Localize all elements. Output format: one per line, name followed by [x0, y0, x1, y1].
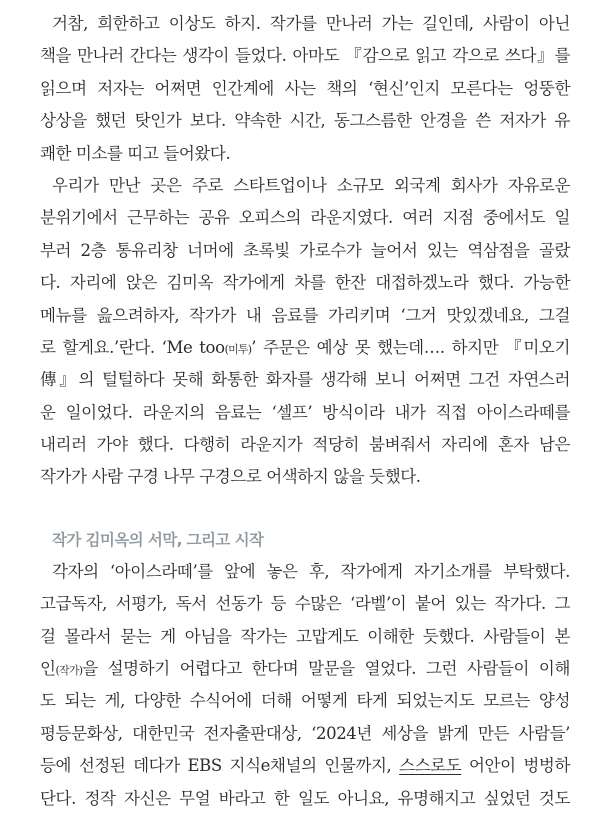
- text-line: 도 되는 게, 다양한 수식어에 더해 어떻게 타게 되었는지도 모르는 양성: [40, 691, 570, 711]
- paragraph-2: [40, 170, 570, 494]
- text-line: 운 일이었다. 라운지의 음료는 ‘셀프’ 방식이라 내가 직접 아이스라떼를: [40, 402, 570, 422]
- text-line: 걸 몰라서 묻는 게 아님을 작가는 고맙게도 이해한 듯했다. 사람들이 본: [40, 626, 570, 646]
- text-line: 거참, 희한하고 이상도 하지. 작가를 만나러 가는 길인데, 사람이 아닌: [52, 14, 570, 33]
- text-line: [40, 332, 570, 364]
- text-line: 메뉴를 읊으려하자, 작가가 내 음료를 가리키며 ‘그거 맛있겠네요, 그걸: [40, 305, 570, 325]
- annotation-small: (작가): [55, 664, 83, 678]
- text-line: [40, 653, 570, 685]
- text-line: 각자의 ‘아이스라떼’를 앞에 놓은 후, 작가에게 자기소개를 부탁했다.: [52, 561, 570, 581]
- section-spacer: [40, 494, 570, 524]
- underlined-text: 스스로도: [399, 756, 462, 776]
- text-line: 평등문화상, 대한민국 전자출판대상, ‘2024년 세상을 밝게 만든 사람들’: [40, 723, 570, 743]
- text-line: 읽으며 저자는 어쩌면 인간계에 사는 책의 ‘현신’인지 모른다는 엉뚱한: [40, 78, 570, 98]
- text-line: 책을 만나러 간다는 생각이 들었다. 아마도 『감으로 읽고 각으로 쓰다』를: [40, 46, 570, 66]
- text-line: 상상을 했던 탓인가 보다. 약속한 시간, 동그스름한 안경을 쓴 저자가 유: [40, 111, 570, 131]
- text-segment: 인: [40, 659, 56, 679]
- text-line: 고급독자, 서평가, 독서 선동가 등 수많은 ‘라벨’이 붙어 있는 작가다. 그: [40, 594, 570, 614]
- text-line: 내리러 가야 했다. 다행히 라운지가 적당히 붐벼줘서 자리에 혼자 남은: [40, 435, 570, 455]
- text-segment: 어안이 벙벙하: [461, 756, 570, 776]
- text-line: 분위기에서 근무하는 공유 오피스의 라운지였다. 여러 지점 중에서도 일: [40, 208, 570, 228]
- document-page: [40, 8, 570, 815]
- text-segment: 을 설명하기 어렵다고 한다며 말문을 열었다. 그런 사람들이 이해: [82, 659, 570, 679]
- text-line: [40, 750, 570, 782]
- text-line: 우리가 만난 곳은 주로 스타트업이나 소규모 외국계 회사가 자유로운: [52, 175, 570, 195]
- text-segment: 로 할게요.’란다. ‘Me too: [40, 337, 225, 357]
- annotation-small: (미투): [224, 342, 252, 356]
- text-line: 다. 자리에 앉은 김미옥 작가에게 차를 한잔 대접하겠노라 했다. 가능한: [40, 273, 570, 293]
- text-line: 傳』의 털털하다 못해 화통한 화자를 생각해 보니 어쩌면 그건 자연스러: [40, 370, 570, 390]
- text-line: 부러 2층 통유리창 너머에 초록빛 가로수가 늘어서 있는 역삼점을 골랐: [40, 240, 570, 260]
- paragraph-3: [40, 556, 570, 815]
- paragraph-1: [40, 8, 570, 170]
- text-line: 단다. 정작 자신은 무얼 바라고 한 일도 아니요, 유명해지고 싶었던 것도: [40, 788, 570, 808]
- text-segment: 등에 선정된 데다가 EBS 지식e채널의 인물까지,: [40, 756, 400, 776]
- text-line: 작가가 사람 구경 나무 구경으로 어색하지 않을 듯했다.: [40, 467, 421, 487]
- section-heading: 작가 김미옥의 서막, 그리고 시작: [52, 530, 264, 549]
- text-segment: ’ 주문은 예상 못 했는데…. 하지만 『미오기: [251, 337, 570, 357]
- text-line: 쾌한 미소를 띠고 들어왔다.: [40, 143, 231, 163]
